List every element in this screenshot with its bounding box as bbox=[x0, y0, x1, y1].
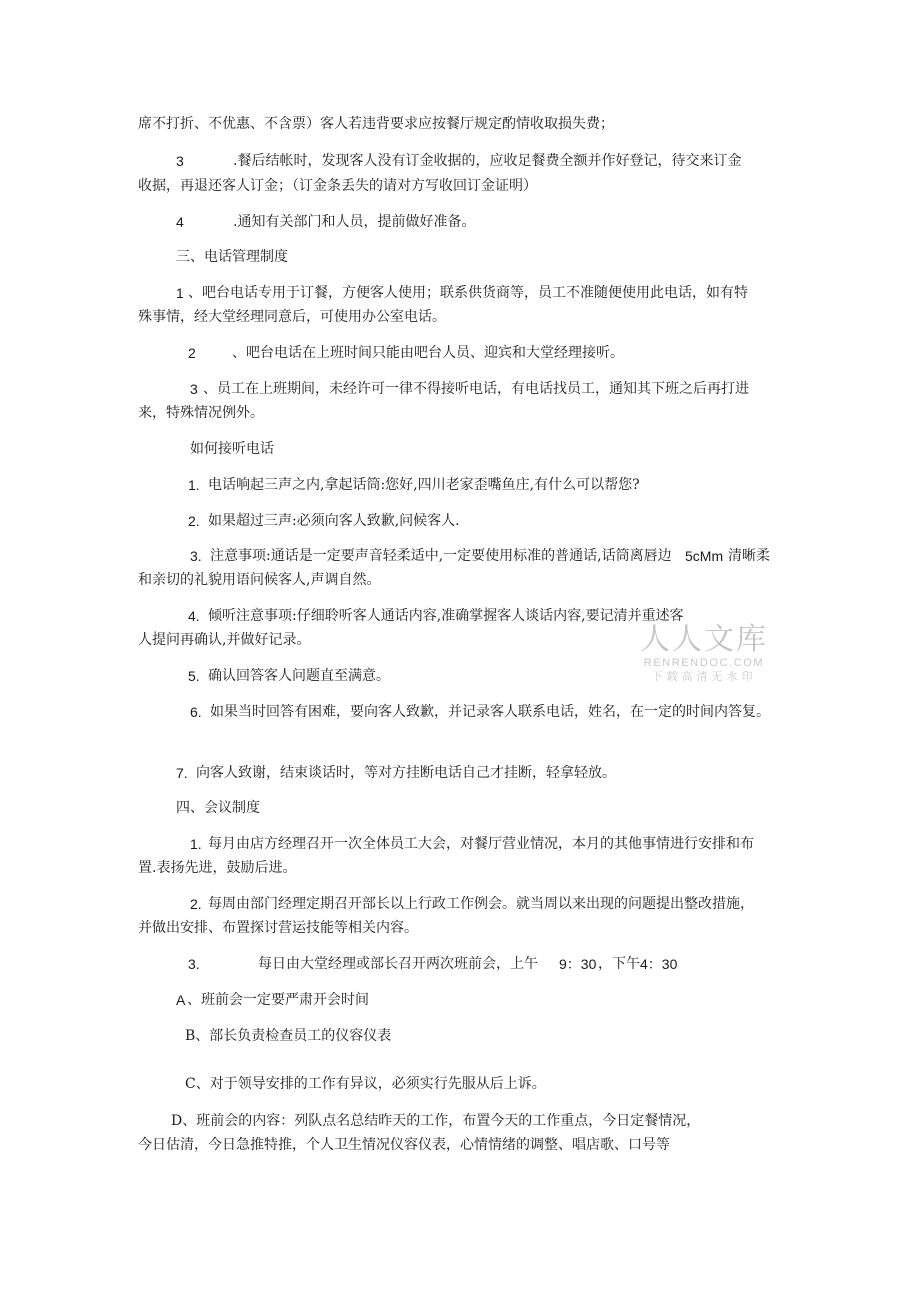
list-number: 4 bbox=[176, 214, 184, 230]
text-line: 每日由大堂经理或部长召开两次班前会，上午 bbox=[258, 956, 538, 972]
text-line: C、对于领导安排的工作有异议，必须实行先服从后上诉。 bbox=[185, 1076, 546, 1092]
list-number: 1 bbox=[176, 285, 184, 301]
text-line: 、吧台电话专用于订餐，方便客人使用；联系供货商等，员工不准随便使用此电话，如有特 bbox=[188, 285, 748, 301]
list-letter: A bbox=[176, 992, 186, 1008]
text-line: 人提问再确认,并做好记录。 bbox=[138, 632, 311, 648]
text-line: 来，特殊情况例外。 bbox=[138, 405, 264, 421]
section-heading: 三、电话管理制度 bbox=[176, 249, 288, 265]
text-line: 确认回答客人问题直至满意。 bbox=[208, 668, 390, 684]
list-number: 7. bbox=[176, 765, 188, 781]
text-line: .通知有关部门和人员，提前做好准备。 bbox=[233, 214, 476, 230]
text-line: 每月由店方经理召开一次全体员工大会，对餐厅营业情况，本月的其他事情进行安排和布 bbox=[208, 836, 754, 852]
text-line: 殊事情，经大堂经理同意后，可使用办公室电话。 bbox=[138, 309, 446, 325]
text-line: 、员工在上班期间，未经许可一律不得接听电话，有电话找员工，通知其下班之后再打进 bbox=[203, 381, 749, 397]
list-number: 2. bbox=[190, 896, 202, 912]
text-line: 、班前会一定要严肃开会时间 bbox=[187, 992, 369, 1008]
list-number: 3 bbox=[190, 381, 198, 397]
text-line: 倾听注意事项:仔细聆听客人通话内容,准确掌握客人谈话内容,要记清并重述客 bbox=[208, 608, 684, 624]
text-line: 席不打折、不优惠、不含票）客人若违背要求应按餐厅规定酌情收取损失费； bbox=[138, 116, 614, 132]
text-line: 注意事项:通话是一定要声音轻柔适中,一定要使用标准的普通话,话筒离唇边 bbox=[210, 548, 672, 564]
time-value: 4：30 bbox=[640, 956, 678, 972]
text-line: 置.表扬先进，鼓励后进。 bbox=[138, 860, 297, 876]
text-line: 今日估清，今日急推特推，个人卫生情况仪容仪表，心情情绪的调整、唱店歌、口号等 bbox=[138, 1137, 670, 1153]
text-line: 如果当时回答有困难，要向客人致歉，并记录客人联系电话，姓名，在一定的时间内答复。 bbox=[210, 704, 770, 720]
list-number: 3. bbox=[190, 548, 202, 564]
time-value: 9：30 bbox=[559, 956, 597, 972]
list-number: 6. bbox=[190, 704, 202, 720]
text-line: 并做出安排、布置探讨营运技能等相关内容。 bbox=[138, 920, 418, 936]
text-line: 向客人致谢，结束谈话时，等对方挂断电话自己才挂断，轻拿轻放。 bbox=[196, 765, 616, 781]
list-number: 1. bbox=[190, 836, 202, 852]
watermark-subtitle: 下载高清无水印 bbox=[651, 670, 757, 683]
watermark bbox=[634, 624, 774, 684]
list-number: 3. bbox=[188, 956, 200, 972]
text-line: 如果超过三声:必须向客人致歉,问候客人. bbox=[208, 513, 460, 529]
watermark-domain: RENRENDOC.COM bbox=[643, 657, 765, 669]
text-line: .餐后结帐时，发现客人没有订金收据的，应收足餐费全额并作好登记，待交来订金 bbox=[233, 153, 742, 169]
text-line: D、班前会的内容：列队点名总结昨天的工作，布置今天的工作重点，今日定餐情况， bbox=[171, 1113, 701, 1129]
text-line: 清晰柔 bbox=[728, 548, 770, 564]
list-number: 3 bbox=[176, 153, 184, 169]
list-number: 1. bbox=[188, 477, 200, 493]
text-line: 和亲切的礼貌用语问候客人,声调自然。 bbox=[138, 572, 381, 588]
list-number: 2 bbox=[188, 345, 196, 361]
text-line: B、部长负责检查员工的仪容仪表 bbox=[185, 1028, 392, 1044]
subsection-heading: 如何接听电话 bbox=[190, 441, 274, 457]
list-number: 5. bbox=[188, 668, 200, 684]
text-line: 电话响起三声之内,拿起话筒:您好,四川老家歪嘴鱼庄,有什么可以帮您? bbox=[208, 477, 640, 493]
list-number: 4. bbox=[188, 608, 200, 624]
section-heading: 四、会议制度 bbox=[176, 800, 260, 816]
text-line: 、吧台电话在上班时间只能由吧台人员、迎宾和大堂经理接听。 bbox=[232, 345, 624, 361]
inline-measure: 5cMm bbox=[685, 548, 724, 564]
text-line: ，下午 bbox=[598, 956, 640, 972]
text-line: 每周由部门经理定期召开部长以上行政工作例会。就当周以来出现的问题提出整改措施， bbox=[208, 896, 754, 912]
watermark-title: 人人文库 bbox=[640, 622, 768, 657]
list-number: 2. bbox=[188, 513, 200, 529]
text-line: 收据，再退还客人订金；（订金条丢失的请对方写收回订金证明） bbox=[138, 178, 537, 194]
